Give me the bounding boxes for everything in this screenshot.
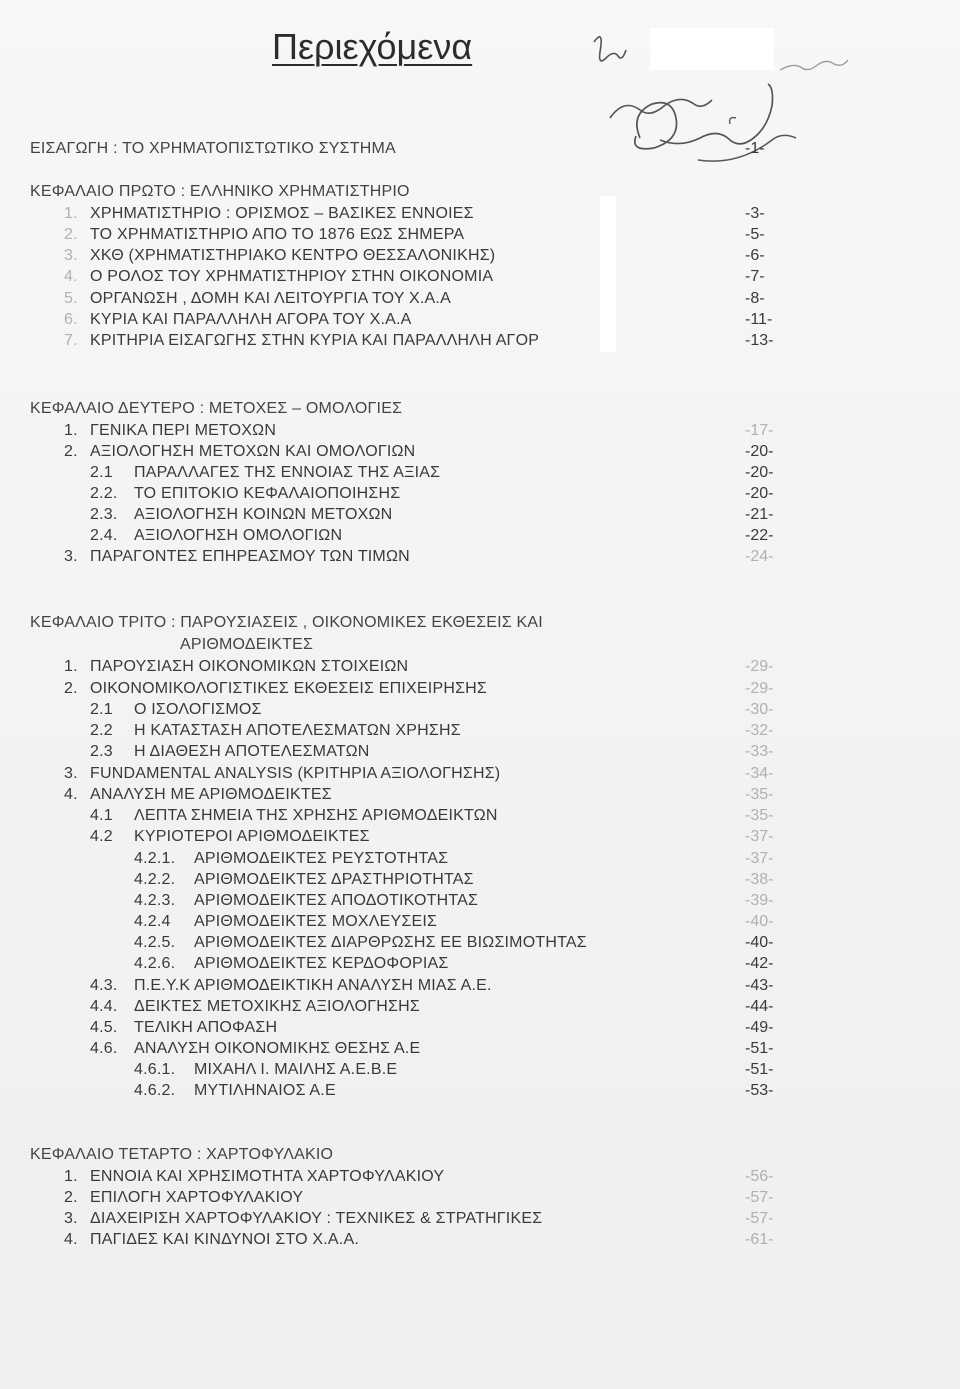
toc-page: -22-: [745, 527, 774, 544]
toc-page: -30-: [745, 701, 774, 718]
toc-number: 4.: [64, 268, 78, 285]
toc-label: ΑΡΙΘΜΟΔΕΙΚΤΕΣ ΡΕΥΣΤΟΤΗΤΑΣ: [194, 850, 449, 867]
toc-number: 6.: [64, 311, 78, 328]
toc-number: 1.: [64, 658, 78, 675]
chapter-2-heading: ΚΕΦΑΛΑΙΟ ΔΕΥΤΕΡΟ : ΜΕΤΟΧΕΣ – ΟΜΟΛΟΓΙΕΣ: [30, 400, 403, 417]
toc-number: 1.: [64, 205, 78, 222]
toc-number: 4.1: [90, 807, 113, 824]
toc-number: 2.1: [90, 464, 113, 481]
toc-label: ΠΑΡΟΥΣΙΑΣΗ ΟΙΚΟΝΟΜΙΚΩΝ ΣΤΟΙΧΕΙΩΝ: [90, 658, 409, 675]
toc-page: -57-: [745, 1189, 774, 1206]
toc-number: 2.: [64, 443, 78, 460]
toc-page: -38-: [745, 871, 774, 888]
toc-number: 4.2.3.: [134, 892, 176, 909]
page-title: Περιεχόμενα: [272, 26, 473, 67]
chapter-3-heading: ΚΕΦΑΛΑΙΟ ΤΡΙΤΟ : ΠΑΡΟΥΣΙΑΣΕΙΣ , ΟΙΚΟΝΟΜΙΚΕΣ ΕΚΘΕΣΕΙΣ ΚΑΙ: [30, 614, 543, 631]
toc-number: 4.6.2.: [134, 1082, 176, 1099]
toc-label: ΑΡΙΘΜΟΔΕΙΚΤΕΣ ΔΙΑΡΘΡΩΣΗΣ ΕΕ ΒΙΩΣΙΜΟΤΗΤΑΣ: [194, 934, 587, 951]
toc-number: 5.: [64, 290, 78, 307]
toc-number: 7.: [64, 332, 78, 349]
toc-page: -7-: [745, 268, 765, 285]
toc-label: ΠΑΡΑΓΟΝΤΕΣ ΕΠΗΡΕΑΣΜΟΥ ΤΩΝ ΤΙΜΩΝ: [90, 548, 410, 565]
toc-label: ΚΡΙΤΗΡΙΑ ΕΙΣΑΓΩΓΗΣ ΣΤΗΝ ΚΥΡΙΑ ΚΑΙ ΠΑΡΑΛΛΗΛΗ ΑΓΟΡ: [90, 332, 540, 349]
toc-number: 3.: [64, 548, 78, 565]
toc-number: 1.: [64, 1168, 78, 1185]
toc-label: ΑΝΑΛΥΣΗ ΜΕ ΑΡΙΘΜΟΔΕΙΚΤΕΣ: [90, 786, 332, 803]
toc-label: ΑΞΙΟΛΟΓΗΣΗ ΜΕΤΟΧΩΝ ΚΑΙ ΟΜΟΛΟΓΙΩΝ: [90, 443, 416, 460]
toc-page: -39-: [745, 892, 774, 909]
toc-page: -6-: [745, 247, 765, 264]
toc-number: 4.2.2.: [134, 871, 176, 888]
redaction-bar: [600, 196, 616, 352]
toc-page: -20-: [745, 485, 774, 502]
toc-number: 3.: [64, 1210, 78, 1227]
toc-page: -33-: [745, 743, 774, 760]
toc-label: Ο ΡΟΛΟΣ ΤΟΥ ΧΡΗΜΑΤΙΣΤΗΡΙΟΥ ΣΤΗΝ ΟΙΚΟΝΟΜΙΑ: [90, 268, 494, 285]
toc-label: ΟΙΚΟΝΟΜΙΚΟΛΟΓΙΣΤΙΚΕΣ ΕΚΘΕΣΕΙΣ ΕΠΙΧΕΙΡΗΣΗΣ: [90, 680, 488, 697]
toc-number: 2.3: [90, 743, 113, 760]
toc-label: ΕΠΙΛΟΓΗ ΧΑΡΤΟΦΥΛΑΚΙΟΥ: [90, 1189, 304, 1206]
toc-page: -37-: [745, 850, 774, 867]
toc-number: 4.6.1.: [134, 1061, 176, 1078]
toc-label: ΑΞΙΟΛΟΓΗΣΗ ΚΟΙΝΩΝ ΜΕΤΟΧΩΝ: [134, 506, 393, 523]
toc-number: 4.4.: [90, 998, 118, 1015]
toc-label: ΑΡΙΘΜΟΔΕΙΚΤΕΣ ΚΕΡΔΟΦΟΡΙΑΣ: [194, 955, 449, 972]
toc-label: ΜΥΤΙΛΗΝΑΙΟΣ Α.Ε: [194, 1082, 336, 1099]
toc-page: -35-: [745, 786, 774, 803]
toc-page: -43-: [745, 977, 774, 994]
toc-page: -11-: [745, 311, 773, 328]
toc-label: ΑΡΙΘΜΟΔΕΙΚΤΕΣ ΜΟΧΛΕΥΣΕΙΣ: [194, 913, 438, 930]
toc-page: -32-: [745, 722, 774, 739]
toc-page: -61-: [745, 1231, 774, 1248]
toc-number: 2.4.: [90, 527, 118, 544]
intro-page: -1-: [745, 140, 765, 157]
toc-label: ΜΙΧΑΗΛ Ι. ΜΑΙΛΗΣ Α.Ε.Β.Ε: [194, 1061, 398, 1078]
chapter-1-heading: ΚΕΦΑΛΑΙΟ ΠΡΩΤΟ : ΕΛΛΗΝΙΚΟ ΧΡΗΜΑΤΙΣΤΗΡΙΟ: [30, 183, 410, 200]
toc-label: ΔΙΑΧΕΙΡΙΣΗ ΧΑΡΤΟΦΥΛΑΚΙΟΥ : ΤΕΧΝΙΚΕΣ & ΣΤΡΑΤΗΓΙΚΕΣ: [90, 1210, 543, 1227]
toc-page: -13-: [745, 332, 774, 349]
toc-page: -56-: [745, 1168, 774, 1185]
toc-number: 2.: [64, 680, 78, 697]
toc-label: Η ΔΙΑΘΕΣΗ ΑΠΟΤΕΛΕΣΜΑΤΩΝ: [134, 743, 370, 760]
toc-number: 3.: [64, 765, 78, 782]
toc-page: -20-: [745, 464, 774, 481]
toc-label: ΧΚΘ (ΧΡΗΜΑΤΙΣΤΗΡΙΑΚΟ ΚΕΝΤΡΟ ΘΕΣΣΑΛΟΝΙΚΗΣ): [90, 247, 496, 264]
intro-heading: ΕΙΣΑΓΩΓΗ : ΤΟ ΧΡΗΜΑΤΟΠΙΣΤΩΤΙΚΟ ΣΥΣΤΗΜΑ: [30, 140, 396, 157]
toc-number: 4.2.4: [134, 913, 171, 930]
toc-number: 4.2.5.: [134, 934, 176, 951]
toc-number: 2.: [64, 226, 78, 243]
toc-label: ΑΡΙΘΜΟΔΕΙΚΤΕΣ ΔΡΑΣΤΗΡΙΟΤΗΤΑΣ: [194, 871, 474, 888]
toc-number: 4.: [64, 1231, 78, 1248]
toc-label: Ο ΙΣΟΛΟΓΙΣΜΟΣ: [134, 701, 262, 718]
toc-label: ΑΝΑΛΥΣΗ ΟΙΚΟΝΟΜΙΚΗΣ ΘΕΣΗΣ Α.Ε: [134, 1040, 421, 1057]
toc-page: -20-: [745, 443, 774, 460]
toc-label: ΚΥΡΙΟΤΕΡΟΙ ΑΡΙΘΜΟΔΕΙΚΤΕΣ: [134, 828, 370, 845]
toc-number: 4.2.6.: [134, 955, 176, 972]
toc-label: Η ΚΑΤΑΣΤΑΣΗ ΑΠΟΤΕΛΕΣΜΑΤΩΝ ΧΡΗΣΗΣ: [134, 722, 461, 739]
toc-page: -51-: [745, 1040, 774, 1057]
toc-page: -21-: [745, 506, 774, 523]
toc-number: 2.: [64, 1189, 78, 1206]
toc-number: 2.2.: [90, 485, 118, 502]
toc-number: 4.3.: [90, 977, 118, 994]
toc-label: ΑΞΙΟΛΟΓΗΣΗ ΟΜΟΛΟΓΙΩΝ: [134, 527, 343, 544]
toc-label: Π.Ε.Υ.Κ ΑΡΙΘΜΟΔΕΙΚΤΙΚΗ ΑΝΑΛΥΣΗ ΜΙΑΣ Α.Ε.: [134, 977, 492, 994]
toc-label: ΓΕΝΙΚΑ ΠΕΡΙ ΜΕΤΟΧΩΝ: [90, 422, 277, 439]
toc-label: ΛΕΠΤΑ ΣΗΜΕΙΑ ΤΗΣ ΧΡΗΣΗΣ ΑΡΙΘΜΟΔΕΙΚΤΩΝ: [134, 807, 498, 824]
toc-page: -40-: [745, 934, 774, 951]
toc-number: 4.: [64, 786, 78, 803]
toc-page: -8-: [745, 290, 765, 307]
toc-number: 3.: [64, 247, 78, 264]
chapter-3-heading-cont: ΑΡΙΘΜΟΔΕΙΚΤΕΣ: [180, 636, 314, 653]
toc-page: -35-: [745, 807, 774, 824]
toc-page: -29-: [745, 658, 774, 675]
toc-page: -3-: [745, 205, 765, 222]
toc-page: -57-: [745, 1210, 774, 1227]
toc-label: ΠΑΡΑΛΛΑΓΕΣ ΤΗΣ ΕΝΝΟΙΑΣ ΤΗΣ ΑΞΙΑΣ: [134, 464, 441, 481]
redaction-box: [650, 28, 774, 70]
toc-label: ΕΝΝΟΙΑ ΚΑΙ ΧΡΗΣΙΜΟΤΗΤΑ ΧΑΡΤΟΦΥΛΑΚΙΟΥ: [90, 1168, 445, 1185]
toc-label: ΔΕΙΚΤΕΣ ΜΕΤΟΧΙΚΗΣ ΑΞΙΟΛΟΓΗΣΗΣ: [134, 998, 420, 1015]
toc-label: ΚΥΡΙΑ ΚΑΙ ΠΑΡΑΛΛΗΛΗ ΑΓΟΡΑ ΤΟΥ Χ.Α.Α: [90, 311, 412, 328]
toc-label: FUNDAMENTAL ANALYSIS (ΚΡΙΤΗΡΙΑ ΑΞΙΟΛΟΓΗΣΗΣ): [90, 765, 501, 782]
chapter-4-heading: ΚΕΦΑΛΑΙΟ ΤΕΤΑΡΤΟ : ΧΑΡΤΟΦΥΛΑΚΙΟ: [30, 1146, 334, 1163]
toc-page: -24-: [745, 548, 774, 565]
toc-label: ΤΟ ΕΠΙΤΟΚΙΟ ΚΕΦΑΛΑΙΟΠΟΙΗΣΗΣ: [134, 485, 401, 502]
toc-page: -34-: [745, 765, 774, 782]
toc-number: 2.1: [90, 701, 113, 718]
toc-label: ΟΡΓΑΝΩΣΗ , ΔΟΜΗ ΚΑΙ ΛΕΙΤΟΥΡΓΙΑ ΤΟΥ Χ.Α.Α: [90, 290, 451, 307]
toc-page: -40-: [745, 913, 774, 930]
toc-page: -51-: [745, 1061, 774, 1078]
toc-page: -42-: [745, 955, 774, 972]
toc-number: 4.6.: [90, 1040, 118, 1057]
toc-page: -17-: [745, 422, 774, 439]
toc-page: -53-: [745, 1082, 774, 1099]
toc-label: ΧΡΗΜΑΤΙΣΤΗΡΙΟ : ΟΡΙΣΜΟΣ – ΒΑΣΙΚΕΣ ΕΝΝΟΙΕΣ: [90, 205, 474, 222]
toc-page: -5-: [745, 226, 765, 243]
toc-number: 4.2.1.: [134, 850, 176, 867]
toc-label: ΤΟ ΧΡΗΜΑΤΙΣΤΗΡΙΟ ΑΠΟ ΤΟ 1876 ΕΩΣ ΣΗΜΕΡΑ: [90, 226, 465, 243]
toc-number: 1.: [64, 422, 78, 439]
toc-page: -49-: [745, 1019, 774, 1036]
toc-number: 4.2: [90, 828, 113, 845]
toc-number: 2.3.: [90, 506, 118, 523]
toc-page: -44-: [745, 998, 774, 1015]
toc-label: ΑΡΙΘΜΟΔΕΙΚΤΕΣ ΑΠΟΔΟΤΙΚΟΤΗΤΑΣ: [194, 892, 479, 909]
toc-label: ΤΕΛΙΚΗ ΑΠΟΦΑΣΗ: [134, 1019, 278, 1036]
toc-page: -29-: [745, 680, 774, 697]
toc-number: 2.2: [90, 722, 113, 739]
toc-page: -37-: [745, 828, 774, 845]
toc-label: ΠΑΓΙΔΕΣ ΚΑΙ ΚΙΝΔΥΝΟΙ ΣΤΟ Χ.Α.Α.: [90, 1231, 359, 1248]
toc-number: 4.5.: [90, 1019, 118, 1036]
